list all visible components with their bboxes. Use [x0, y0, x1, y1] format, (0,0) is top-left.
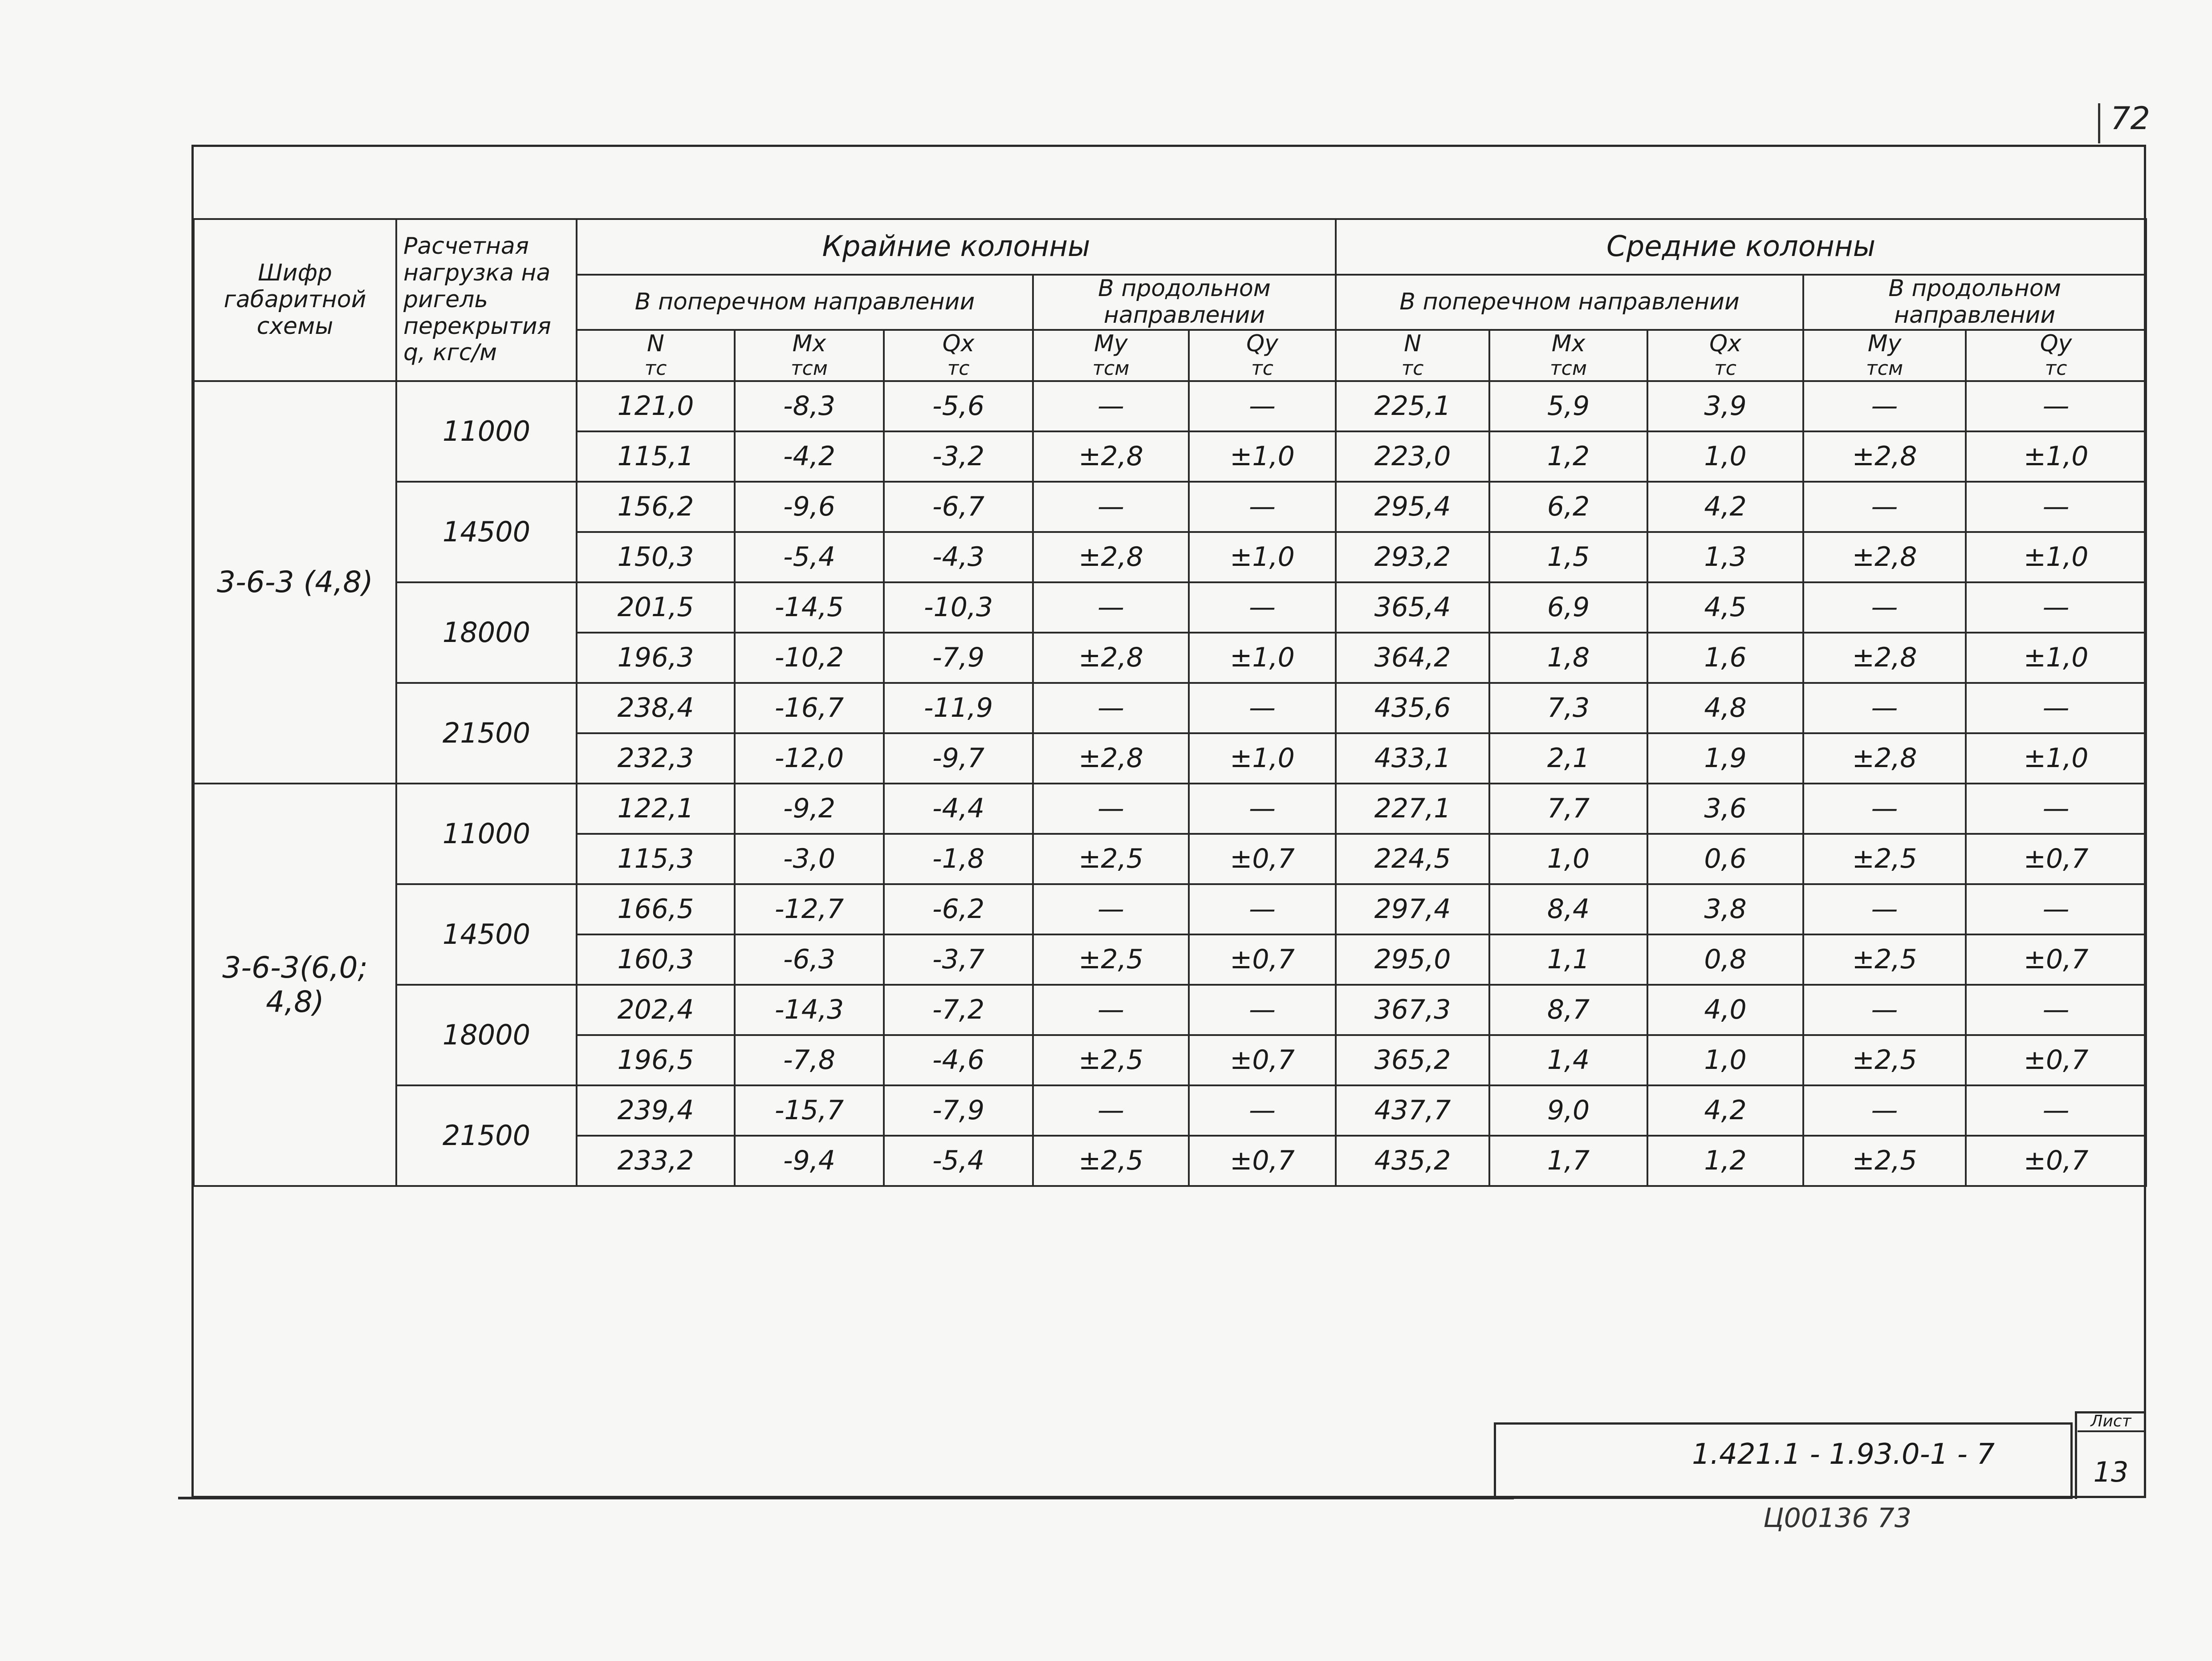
- value-cell: —: [1966, 884, 2146, 934]
- value-cell: 364,2: [1336, 633, 1489, 683]
- corner-divider: [2098, 103, 2100, 143]
- value-cell: 121,0: [577, 381, 735, 431]
- value-cell: 223,0: [1336, 431, 1489, 482]
- load-cell: 11000: [396, 381, 577, 482]
- value-cell: 1,6: [1647, 633, 1803, 683]
- value-cell: 156,2: [577, 482, 735, 532]
- table-row: [194, 1085, 2146, 1136]
- value-cell: 196,5: [577, 1035, 735, 1085]
- load-cell: 21500: [396, 683, 577, 784]
- value-cell: 293,2: [1336, 532, 1489, 582]
- value-cell: 4,5: [1647, 582, 1803, 633]
- value-cell: ±2,5: [1803, 1035, 1966, 1085]
- scheme-cell: 3-6-3(6,0; 4,8): [194, 784, 396, 1186]
- value-cell: ±2,5: [1033, 934, 1189, 985]
- load-cell: 18000: [396, 985, 577, 1085]
- load-cell: 21500: [396, 1085, 577, 1186]
- edge-Mx-header: Mx тсм: [735, 330, 884, 381]
- value-cell: —: [1033, 582, 1189, 633]
- value-cell: -4,4: [884, 784, 1033, 834]
- value-cell: ±1,0: [1189, 532, 1336, 582]
- value-cell: 6,2: [1489, 482, 1647, 532]
- value-cell: —: [1966, 482, 2146, 532]
- value-cell: 9,0: [1489, 1085, 1647, 1136]
- value-cell: 0,8: [1647, 934, 1803, 985]
- value-cell: -10,2: [735, 633, 884, 683]
- value-cell: -6,2: [884, 884, 1033, 934]
- value-cell: ±2,8: [1033, 431, 1189, 482]
- value-cell: ±0,7: [1966, 1136, 2146, 1186]
- value-cell: —: [1189, 582, 1336, 633]
- value-cell: -7,9: [884, 1085, 1033, 1136]
- value-cell: 3,8: [1647, 884, 1803, 934]
- value-cell: —: [1189, 683, 1336, 733]
- value-cell: —: [1966, 985, 2146, 1035]
- bottom-rule: [178, 1497, 1514, 1499]
- middle-columns-header: Средние колонны: [1336, 219, 2146, 275]
- value-cell: ±2,5: [1803, 934, 1966, 985]
- value-cell: ±2,8: [1803, 633, 1966, 683]
- value-cell: 227,1: [1336, 784, 1489, 834]
- value-cell: -10,3: [884, 582, 1033, 633]
- sheet-label: Лист: [2078, 1412, 2144, 1432]
- value-cell: 1,9: [1647, 733, 1803, 784]
- value-cell: ±1,0: [1966, 733, 2146, 784]
- value-cell: -12,0: [735, 733, 884, 784]
- value-cell: 4,0: [1647, 985, 1803, 1035]
- value-cell: ±0,7: [1966, 834, 2146, 884]
- table-row: [194, 784, 2146, 834]
- value-cell: 297,4: [1336, 884, 1489, 934]
- value-cell: 1,2: [1647, 1136, 1803, 1186]
- value-cell: 1,0: [1489, 834, 1647, 884]
- middle-My-header: My тсм: [1803, 330, 1966, 381]
- value-cell: —: [1803, 482, 1966, 532]
- value-cell: 4,2: [1647, 1085, 1803, 1136]
- value-cell: -6,3: [735, 934, 884, 985]
- value-cell: 160,3: [577, 934, 735, 985]
- value-cell: 1,3: [1647, 532, 1803, 582]
- value-cell: —: [1803, 1085, 1966, 1136]
- value-cell: 437,7: [1336, 1085, 1489, 1136]
- value-cell: 0,6: [1647, 834, 1803, 884]
- value-cell: ±2,5: [1033, 1136, 1189, 1186]
- middle-Mx-header: Mx тсм: [1489, 330, 1647, 381]
- value-cell: -9,4: [735, 1136, 884, 1186]
- value-cell: 1,2: [1489, 431, 1647, 482]
- value-cell: —: [1966, 381, 2146, 431]
- scheme-code-header: Шифр габаритной схемы: [194, 219, 396, 381]
- value-cell: —: [1966, 1085, 2146, 1136]
- archive-stamp: Ц00136 73: [1763, 1503, 1911, 1534]
- value-cell: -9,7: [884, 733, 1033, 784]
- value-cell: ±0,7: [1966, 934, 2146, 985]
- value-cell: -4,2: [735, 431, 884, 482]
- value-cell: ±1,0: [1189, 733, 1336, 784]
- value-cell: 2,1: [1489, 733, 1647, 784]
- value-cell: 8,7: [1489, 985, 1647, 1035]
- value-cell: 166,5: [577, 884, 735, 934]
- value-cell: —: [1033, 482, 1189, 532]
- value-cell: 433,1: [1336, 733, 1489, 784]
- edge-longitudinal-header: В продольном направлении: [1033, 275, 1336, 330]
- value-cell: ±0,7: [1189, 1136, 1336, 1186]
- value-cell: 8,4: [1489, 884, 1647, 934]
- value-cell: 150,3: [577, 532, 735, 582]
- value-cell: ±0,7: [1966, 1035, 2146, 1085]
- value-cell: 1,1: [1489, 934, 1647, 985]
- table-row: [194, 482, 2146, 532]
- value-cell: 239,4: [577, 1085, 735, 1136]
- value-cell: ±2,5: [1033, 834, 1189, 884]
- value-cell: -5,6: [884, 381, 1033, 431]
- load-cell: 18000: [396, 582, 577, 683]
- table-body: [194, 381, 2146, 1186]
- middle-N-header: N тс: [1336, 330, 1489, 381]
- value-cell: 367,3: [1336, 985, 1489, 1035]
- value-cell: 1,5: [1489, 532, 1647, 582]
- value-cell: ±1,0: [1966, 532, 2146, 582]
- value-cell: 435,6: [1336, 683, 1489, 733]
- value-cell: ±1,0: [1966, 431, 2146, 482]
- value-cell: ±2,8: [1033, 733, 1189, 784]
- value-cell: -5,4: [735, 532, 884, 582]
- value-cell: 3,9: [1647, 381, 1803, 431]
- middle-Qx-header: Qx тс: [1647, 330, 1803, 381]
- edge-transverse-header: В поперечном направлении: [577, 275, 1033, 330]
- value-cell: 435,2: [1336, 1136, 1489, 1186]
- value-cell: ±2,5: [1803, 1136, 1966, 1186]
- value-cell: 1,0: [1647, 1035, 1803, 1085]
- edge-Qx-header: Qx тс: [884, 330, 1033, 381]
- value-cell: -4,3: [884, 532, 1033, 582]
- sheet-page-number: 13: [2093, 1456, 2129, 1488]
- value-cell: -14,5: [735, 582, 884, 633]
- value-cell: ±2,8: [1033, 633, 1189, 683]
- value-cell: 6,9: [1489, 582, 1647, 633]
- value-cell: —: [1803, 884, 1966, 934]
- value-cell: ±0,7: [1189, 934, 1336, 985]
- value-cell: -5,4: [884, 1136, 1033, 1186]
- value-cell: 122,1: [577, 784, 735, 834]
- value-cell: —: [1966, 784, 2146, 834]
- value-cell: 5,9: [1489, 381, 1647, 431]
- load-cell: 14500: [396, 884, 577, 985]
- table-row: [194, 683, 2146, 733]
- value-cell: -7,9: [884, 633, 1033, 683]
- middle-longitudinal-header: В продольном направлении: [1803, 275, 2146, 330]
- value-cell: ±1,0: [1966, 633, 2146, 683]
- value-cell: 4,2: [1647, 482, 1803, 532]
- value-cell: -15,7: [735, 1085, 884, 1136]
- table-row: [194, 381, 2146, 431]
- value-cell: 295,0: [1336, 934, 1489, 985]
- value-cell: 1,8: [1489, 633, 1647, 683]
- value-cell: —: [1189, 784, 1336, 834]
- value-cell: 115,1: [577, 431, 735, 482]
- value-cell: ±2,8: [1803, 532, 1966, 582]
- value-cell: —: [1189, 884, 1336, 934]
- value-cell: —: [1033, 884, 1189, 934]
- value-cell: —: [1966, 582, 2146, 633]
- column-forces-table: [193, 218, 2147, 1187]
- value-cell: -3,0: [735, 834, 884, 884]
- value-cell: —: [1033, 683, 1189, 733]
- value-cell: —: [1189, 985, 1336, 1035]
- value-cell: 115,3: [577, 834, 735, 884]
- value-cell: ±2,5: [1803, 834, 1966, 884]
- value-cell: 3,6: [1647, 784, 1803, 834]
- value-cell: -9,6: [735, 482, 884, 532]
- value-cell: 1,7: [1489, 1136, 1647, 1186]
- value-cell: 365,2: [1336, 1035, 1489, 1085]
- value-cell: —: [1033, 784, 1189, 834]
- value-cell: —: [1803, 582, 1966, 633]
- value-cell: —: [1189, 381, 1336, 431]
- document-code: 1.421.1 - 1.93.0-1 - 7: [1692, 1438, 1995, 1471]
- value-cell: 224,5: [1336, 834, 1489, 884]
- value-cell: -8,3: [735, 381, 884, 431]
- value-cell: ±0,7: [1189, 834, 1336, 884]
- load-cell: 14500: [396, 482, 577, 582]
- value-cell: 295,4: [1336, 482, 1489, 532]
- edge-columns-header: Крайние колонны: [577, 219, 1336, 275]
- value-cell: 1,4: [1489, 1035, 1647, 1085]
- value-cell: 4,8: [1647, 683, 1803, 733]
- value-cell: -1,8: [884, 834, 1033, 884]
- value-cell: 196,3: [577, 633, 735, 683]
- edge-N-header: N тс: [577, 330, 735, 381]
- value-cell: 201,5: [577, 582, 735, 633]
- value-cell: —: [1033, 381, 1189, 431]
- value-cell: ±1,0: [1189, 431, 1336, 482]
- value-cell: -7,8: [735, 1035, 884, 1085]
- value-cell: 365,4: [1336, 582, 1489, 633]
- value-cell: —: [1803, 985, 1966, 1035]
- value-cell: -16,7: [735, 683, 884, 733]
- value-cell: ±0,7: [1189, 1035, 1336, 1085]
- value-cell: ±2,8: [1803, 431, 1966, 482]
- edge-Qy-header: Qy тс: [1189, 330, 1336, 381]
- value-cell: ±2,8: [1033, 532, 1189, 582]
- value-cell: —: [1189, 482, 1336, 532]
- value-cell: -11,9: [884, 683, 1033, 733]
- value-cell: —: [1803, 683, 1966, 733]
- value-cell: 1,0: [1647, 431, 1803, 482]
- middle-transverse-header: В поперечном направлении: [1336, 275, 1803, 330]
- value-cell: -9,2: [735, 784, 884, 834]
- corner-page-number: 72: [2110, 100, 2151, 137]
- value-cell: -12,7: [735, 884, 884, 934]
- value-cell: 233,2: [577, 1136, 735, 1186]
- scheme-cell: 3-6-3 (4,8): [194, 381, 396, 784]
- table-row: [194, 582, 2146, 633]
- middle-Qy-header: Qy тс: [1966, 330, 2146, 381]
- load-cell: 11000: [396, 784, 577, 884]
- value-cell: 238,4: [577, 683, 735, 733]
- value-cell: -4,6: [884, 1035, 1033, 1085]
- value-cell: 7,3: [1489, 683, 1647, 733]
- value-cell: ±2,5: [1033, 1035, 1189, 1085]
- value-cell: -3,7: [884, 934, 1033, 985]
- value-cell: 225,1: [1336, 381, 1489, 431]
- table-row: [194, 985, 2146, 1035]
- value-cell: -7,2: [884, 985, 1033, 1035]
- table-row: [194, 884, 2146, 934]
- value-cell: —: [1189, 1085, 1336, 1136]
- value-cell: —: [1966, 683, 2146, 733]
- value-cell: -14,3: [735, 985, 884, 1035]
- edge-My-header: My тсм: [1033, 330, 1189, 381]
- value-cell: -3,2: [884, 431, 1033, 482]
- value-cell: 232,3: [577, 733, 735, 784]
- value-cell: ±1,0: [1189, 633, 1336, 683]
- design-load-header: Расчетная нагрузка на ригель перекрытия q, кгс/м: [396, 219, 577, 381]
- value-cell: —: [1033, 985, 1189, 1035]
- value-cell: 202,4: [577, 985, 735, 1035]
- value-cell: —: [1033, 1085, 1189, 1136]
- value-cell: —: [1803, 381, 1966, 431]
- value-cell: ±2,8: [1803, 733, 1966, 784]
- value-cell: 7,7: [1489, 784, 1647, 834]
- value-cell: -6,7: [884, 482, 1033, 532]
- value-cell: —: [1803, 784, 1966, 834]
